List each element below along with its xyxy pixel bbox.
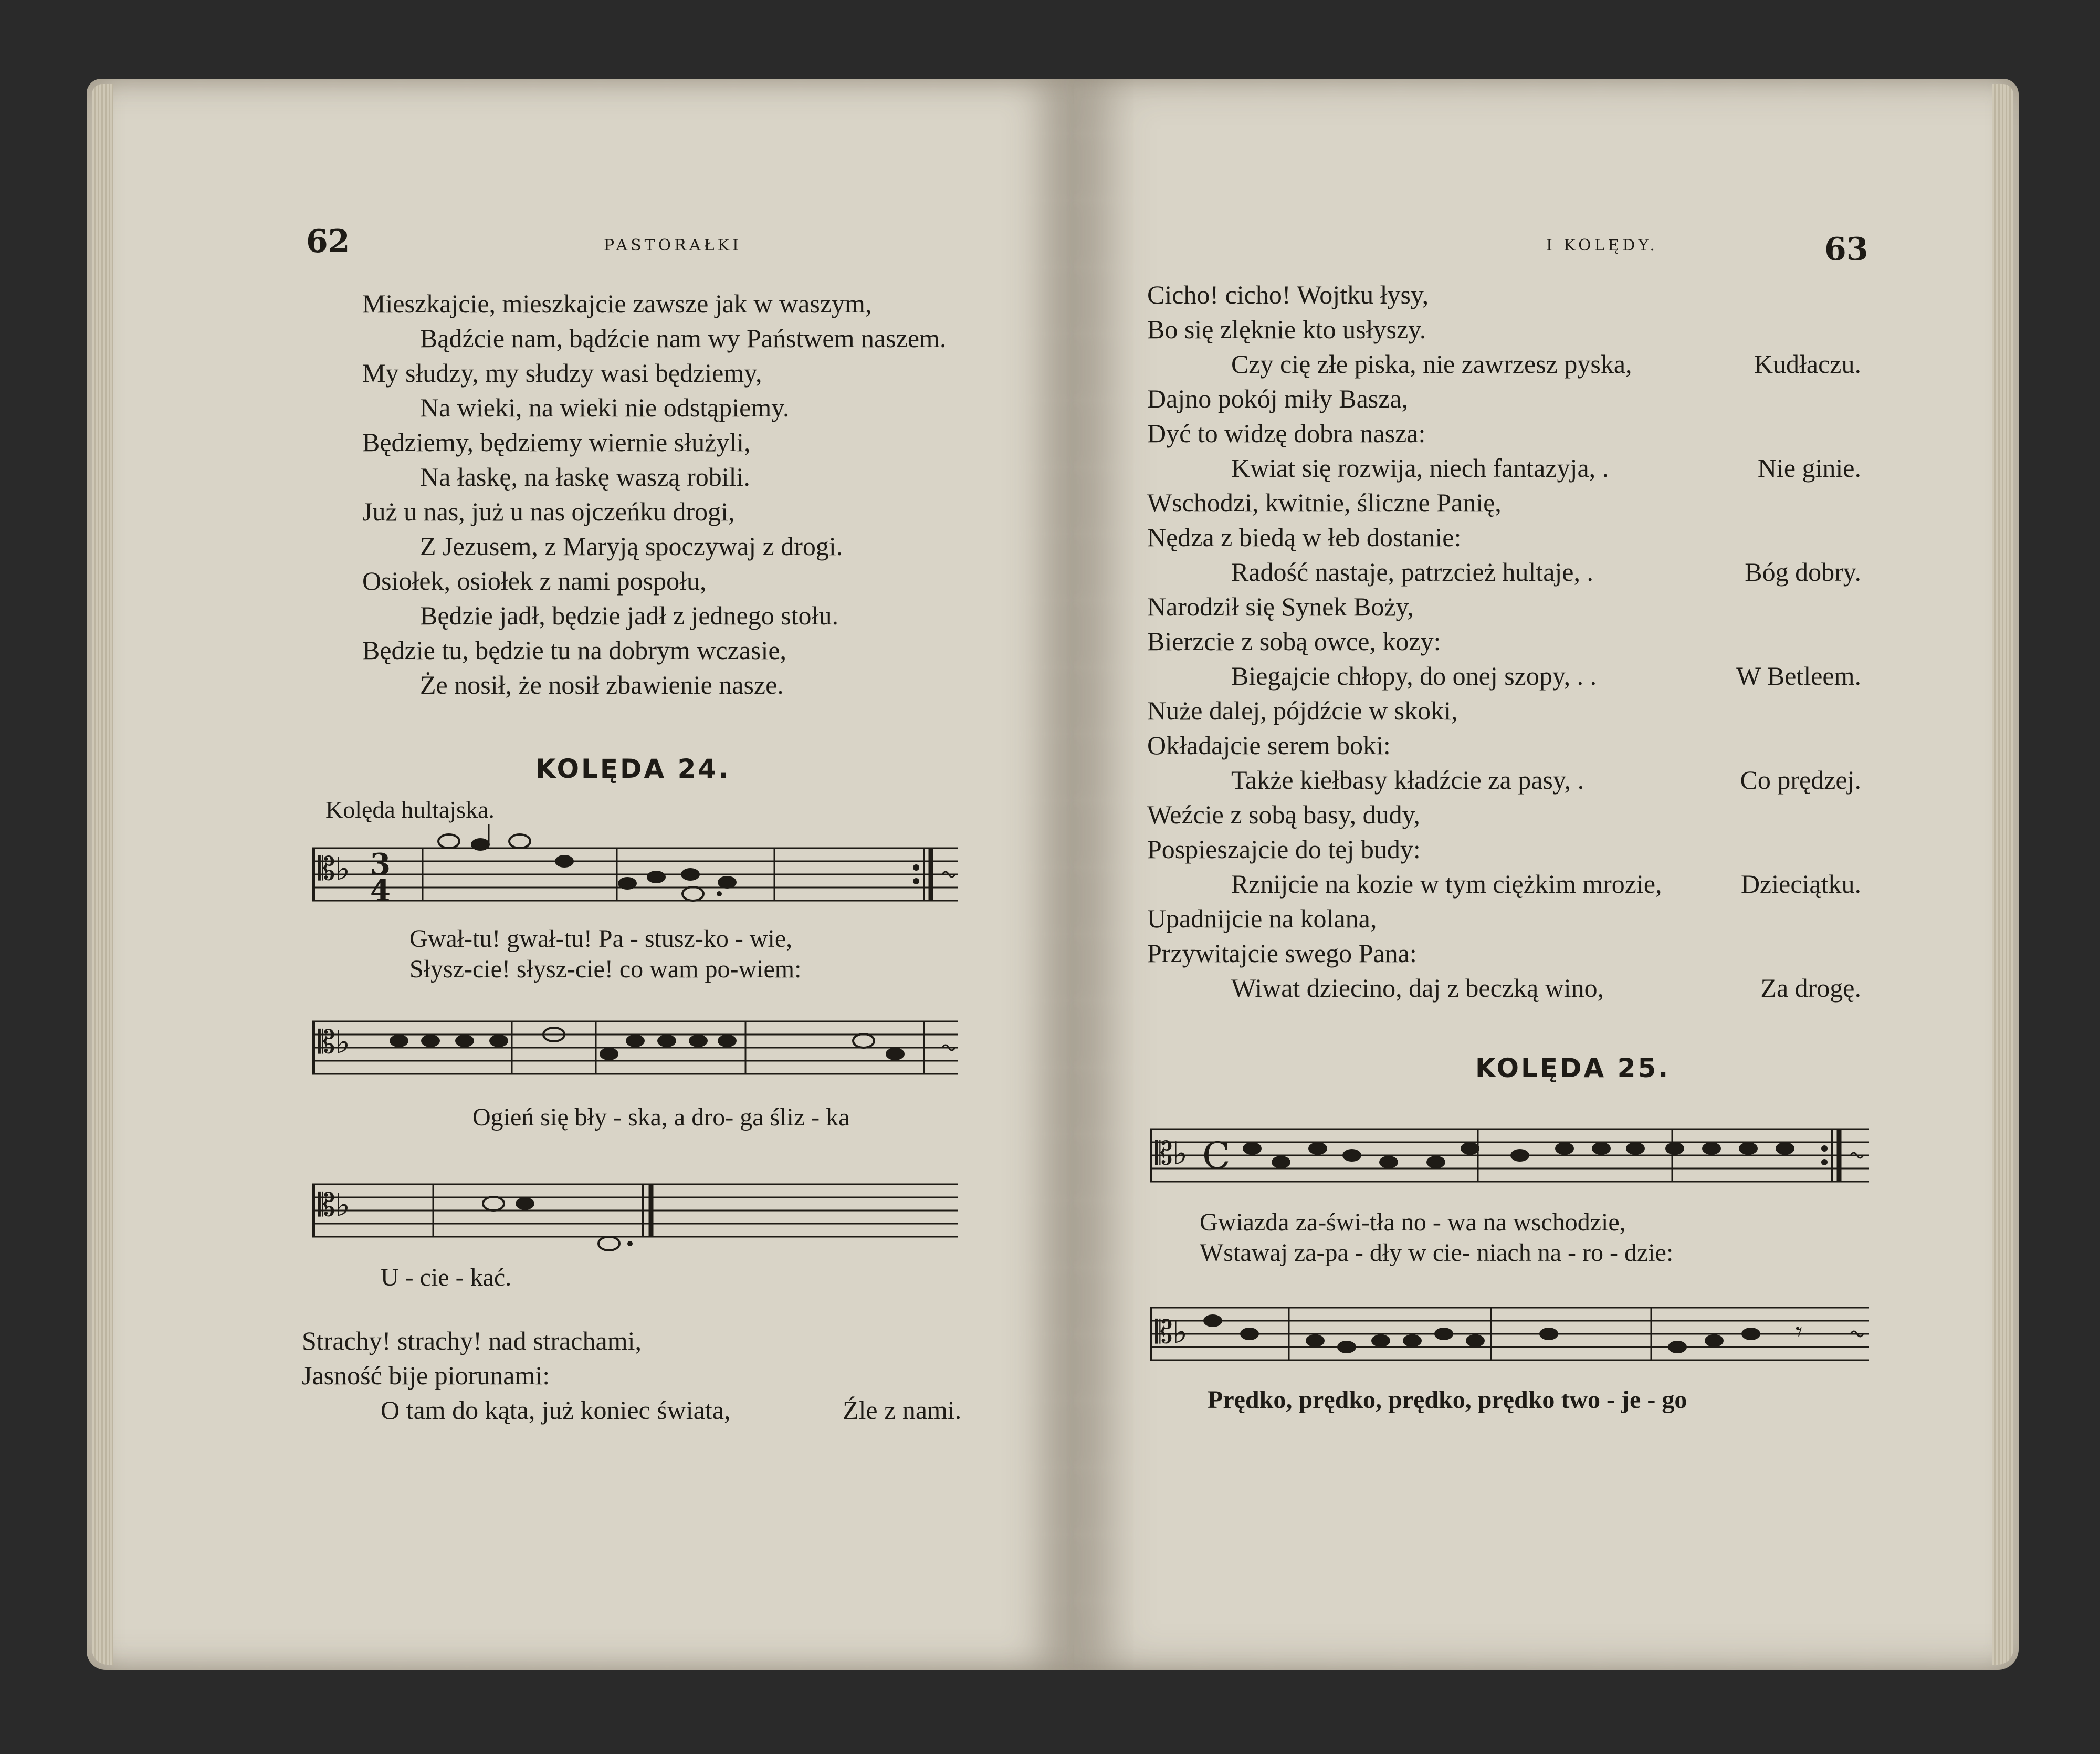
- poem-right: [1147, 277, 1861, 1005]
- poem-line-text: Cicho! cicho! Wojtku łysy,: [1147, 280, 1429, 309]
- poem-line: Będzie jadł, będzie jadł z jednego stołu.: [420, 601, 838, 630]
- lyrics-24-verse1: Gwał-tu! gwał-tu! Pa - stusz-ko - wie,: [410, 925, 793, 953]
- poem-line-text: Bo się zlęknie kto usłyszy.: [1147, 315, 1426, 344]
- stanza-line: [302, 1393, 1074, 1427]
- svg-text:3: 3: [370, 847, 391, 882]
- poem-line: [1147, 416, 1861, 451]
- poem-refrain: Bóg dobry.: [1745, 557, 1861, 587]
- lyrics-25-verse1: Gwiazda za-świ-tła no - wa na wschodzie,: [1200, 1208, 1626, 1236]
- poem-line: Na wieki, na wieki nie odstąpiemy.: [420, 393, 790, 422]
- svg-text:𝄡♭: 𝄡♭: [318, 851, 350, 888]
- poem-line: Z Jezusem, z Maryją spoczywaj z drogi.: [420, 531, 843, 561]
- lyrics-24-line2: Ogień się bły - ska, a dro- ga śliz - ka: [472, 1103, 850, 1131]
- poem-line-text: Weźcie z sobą basy, dudy,: [1147, 800, 1420, 829]
- poem-line: [1147, 832, 1861, 866]
- poem-line: Będzie tu, będzie tu na dobrym wczasie,: [362, 635, 787, 665]
- svg-text:𝄡♭: 𝄡♭: [318, 1187, 350, 1224]
- poem-line: [1147, 520, 1861, 555]
- page-number-right: 63: [1824, 231, 1868, 268]
- poem-line-text: Przywitajcie swego Pana:: [1147, 938, 1417, 968]
- carol-24-subtitle: Kolęda hultajska.: [326, 796, 495, 823]
- poem-line: [1147, 555, 1861, 589]
- poem-line: [1147, 589, 1861, 624]
- poem-refrain: Kudłaczu.: [1754, 349, 1861, 379]
- open-book: [87, 79, 2019, 1670]
- carol-25-title: KOLĘDA 25.: [1475, 1053, 1671, 1083]
- poem-line-text: Okładajcie serem boki:: [1147, 730, 1391, 760]
- lyrics-24-line3: U - cie - kać.: [381, 1264, 512, 1291]
- poem-line: Mieszkajcie, mieszkajcie zawsze jak w waszym,: [362, 289, 872, 318]
- poem-line: [1147, 381, 1861, 416]
- poem-line-text: Wiwat dziecino, daj z beczką wino,: [1231, 973, 1604, 1003]
- poem-line-text: Radość nastaje, patrzcież hultaje, .: [1231, 557, 1593, 587]
- lyrics-25-verse2: Wstawaj za-pa - dły w cie- niach na - ro - dzie:: [1200, 1239, 1674, 1267]
- poem-line: [1147, 693, 1861, 728]
- poem-line: Już u nas, już u nas ojczeńku drogi,: [362, 497, 735, 526]
- stanza-line: Jasność bije piorunami:: [302, 1361, 550, 1390]
- poem-line-text: Bierzcie z sobą owce, kozy:: [1147, 627, 1441, 656]
- poem-line: My słudzy, my słudzy wasi będziemy,: [362, 358, 762, 388]
- stanza-left: [302, 1323, 1074, 1427]
- left-page: [87, 79, 1074, 1670]
- poem-line: [1147, 485, 1861, 520]
- poem-line-text: Także kiełbasy kładźcie za pasy, .: [1231, 765, 1584, 795]
- lyrics-25-line2: Prędko, prędko, prędko, prędko two - je - go: [1208, 1386, 1687, 1414]
- stanza-refrain: Źle z nami.: [843, 1395, 962, 1425]
- page-number-left: 62: [306, 223, 350, 260]
- poem-line: [1147, 970, 1861, 1005]
- running-head-right: I KOLĘDY.: [1546, 236, 1658, 255]
- running-head-left: PASTORAŁKI: [604, 236, 742, 255]
- music-staff-25-2: [1150, 1284, 1874, 1379]
- poem-line: [1147, 624, 1861, 659]
- poem-line: [1147, 728, 1861, 763]
- poem-line-text: Kwiat się rozwija, niech fantazyja, .: [1231, 453, 1609, 483]
- svg-text:𝄾: 𝄾: [1796, 1317, 1803, 1347]
- poem-line: Będziemy, będziemy wiernie służyli,: [362, 427, 751, 457]
- poem-refrain: W Betleem.: [1736, 661, 1861, 691]
- carol-24-title: KOLĘDA 24.: [536, 754, 731, 784]
- poem-line: [1147, 451, 1861, 485]
- music-staff-24-3: [312, 1163, 969, 1258]
- poem-line: [1147, 901, 1861, 936]
- music-staff-24-1: [312, 824, 969, 919]
- poem-line: [1147, 866, 1861, 901]
- poem-line: [1147, 277, 1861, 312]
- poem-line: Że nosił, że nosił zbawienie nasze.: [420, 670, 784, 699]
- poem-line: Osiołek, osiołek z nami pospołu,: [362, 566, 707, 596]
- svg-text:C: C: [1202, 1134, 1231, 1177]
- music-staff-25-1: [1150, 1105, 1874, 1200]
- svg-text:𝄡♭: 𝄡♭: [1155, 1314, 1188, 1351]
- poem-line-text: Nędza z biedą w łeb dostanie:: [1147, 523, 1462, 552]
- poem-refrain: Za drogę.: [1760, 973, 1861, 1003]
- music-staff-24-2: [312, 1000, 969, 1095]
- poem-line: [1147, 312, 1861, 347]
- page-edges-left: [92, 84, 113, 1665]
- poem-line: [1147, 936, 1861, 970]
- poem-line: [1147, 797, 1861, 832]
- poem-line: [1147, 763, 1861, 797]
- lyrics-24-verse2: Słysz-cie! słysz-cie! co wam po-wiem:: [410, 955, 802, 983]
- stanza-line-text: O tam do kąta, już koniec świata,: [381, 1395, 731, 1425]
- poem-line-text: Czy cię złe piska, nie zawrzesz pyska,: [1231, 349, 1632, 379]
- svg-text:𝄡♭: 𝄡♭: [318, 1024, 350, 1061]
- poem-line: [1147, 659, 1861, 693]
- poem-line-text: Wschodzi, kwitnie, śliczne Panię,: [1147, 488, 1502, 517]
- page-edges-right: [1992, 84, 2013, 1665]
- poem-line-text: Pospieszajcie do tej budy:: [1147, 834, 1421, 864]
- poem-line: Bądźcie nam, bądźcie nam wy Państwem naszem.: [420, 323, 947, 353]
- stanza-line: Strachy! strachy! nad strachami,: [302, 1326, 642, 1355]
- poem-line-text: Rznijcie na kozie w tym ciężkim mrozie,: [1231, 869, 1662, 899]
- poem-line-text: Upadnijcie na kolana,: [1147, 904, 1377, 933]
- poem-refrain: Nie ginie.: [1757, 453, 1861, 483]
- svg-text:4: 4: [370, 873, 391, 908]
- svg-text:𝄡♭: 𝄡♭: [1155, 1135, 1188, 1172]
- poem-line-text: Narodził się Synek Boży,: [1147, 592, 1414, 621]
- poem-refrain: Dzieciątku.: [1740, 869, 1861, 899]
- poem-line-text: Dyć to widzę dobra nasza:: [1147, 419, 1426, 448]
- poem-left: [362, 286, 1074, 702]
- poem-refrain: Co prędzej.: [1740, 765, 1861, 795]
- poem-line-text: Dajno pokój miły Basza,: [1147, 384, 1409, 413]
- poem-line: Na łaskę, na łaskę waszą robili.: [420, 462, 750, 492]
- right-page: [1074, 79, 2019, 1670]
- poem-line: [1147, 347, 1861, 381]
- poem-line-text: Nuże dalej, pójdźcie w skoki,: [1147, 696, 1458, 725]
- poem-line-text: Biegajcie chłopy, do onej szopy, . .: [1231, 661, 1597, 691]
